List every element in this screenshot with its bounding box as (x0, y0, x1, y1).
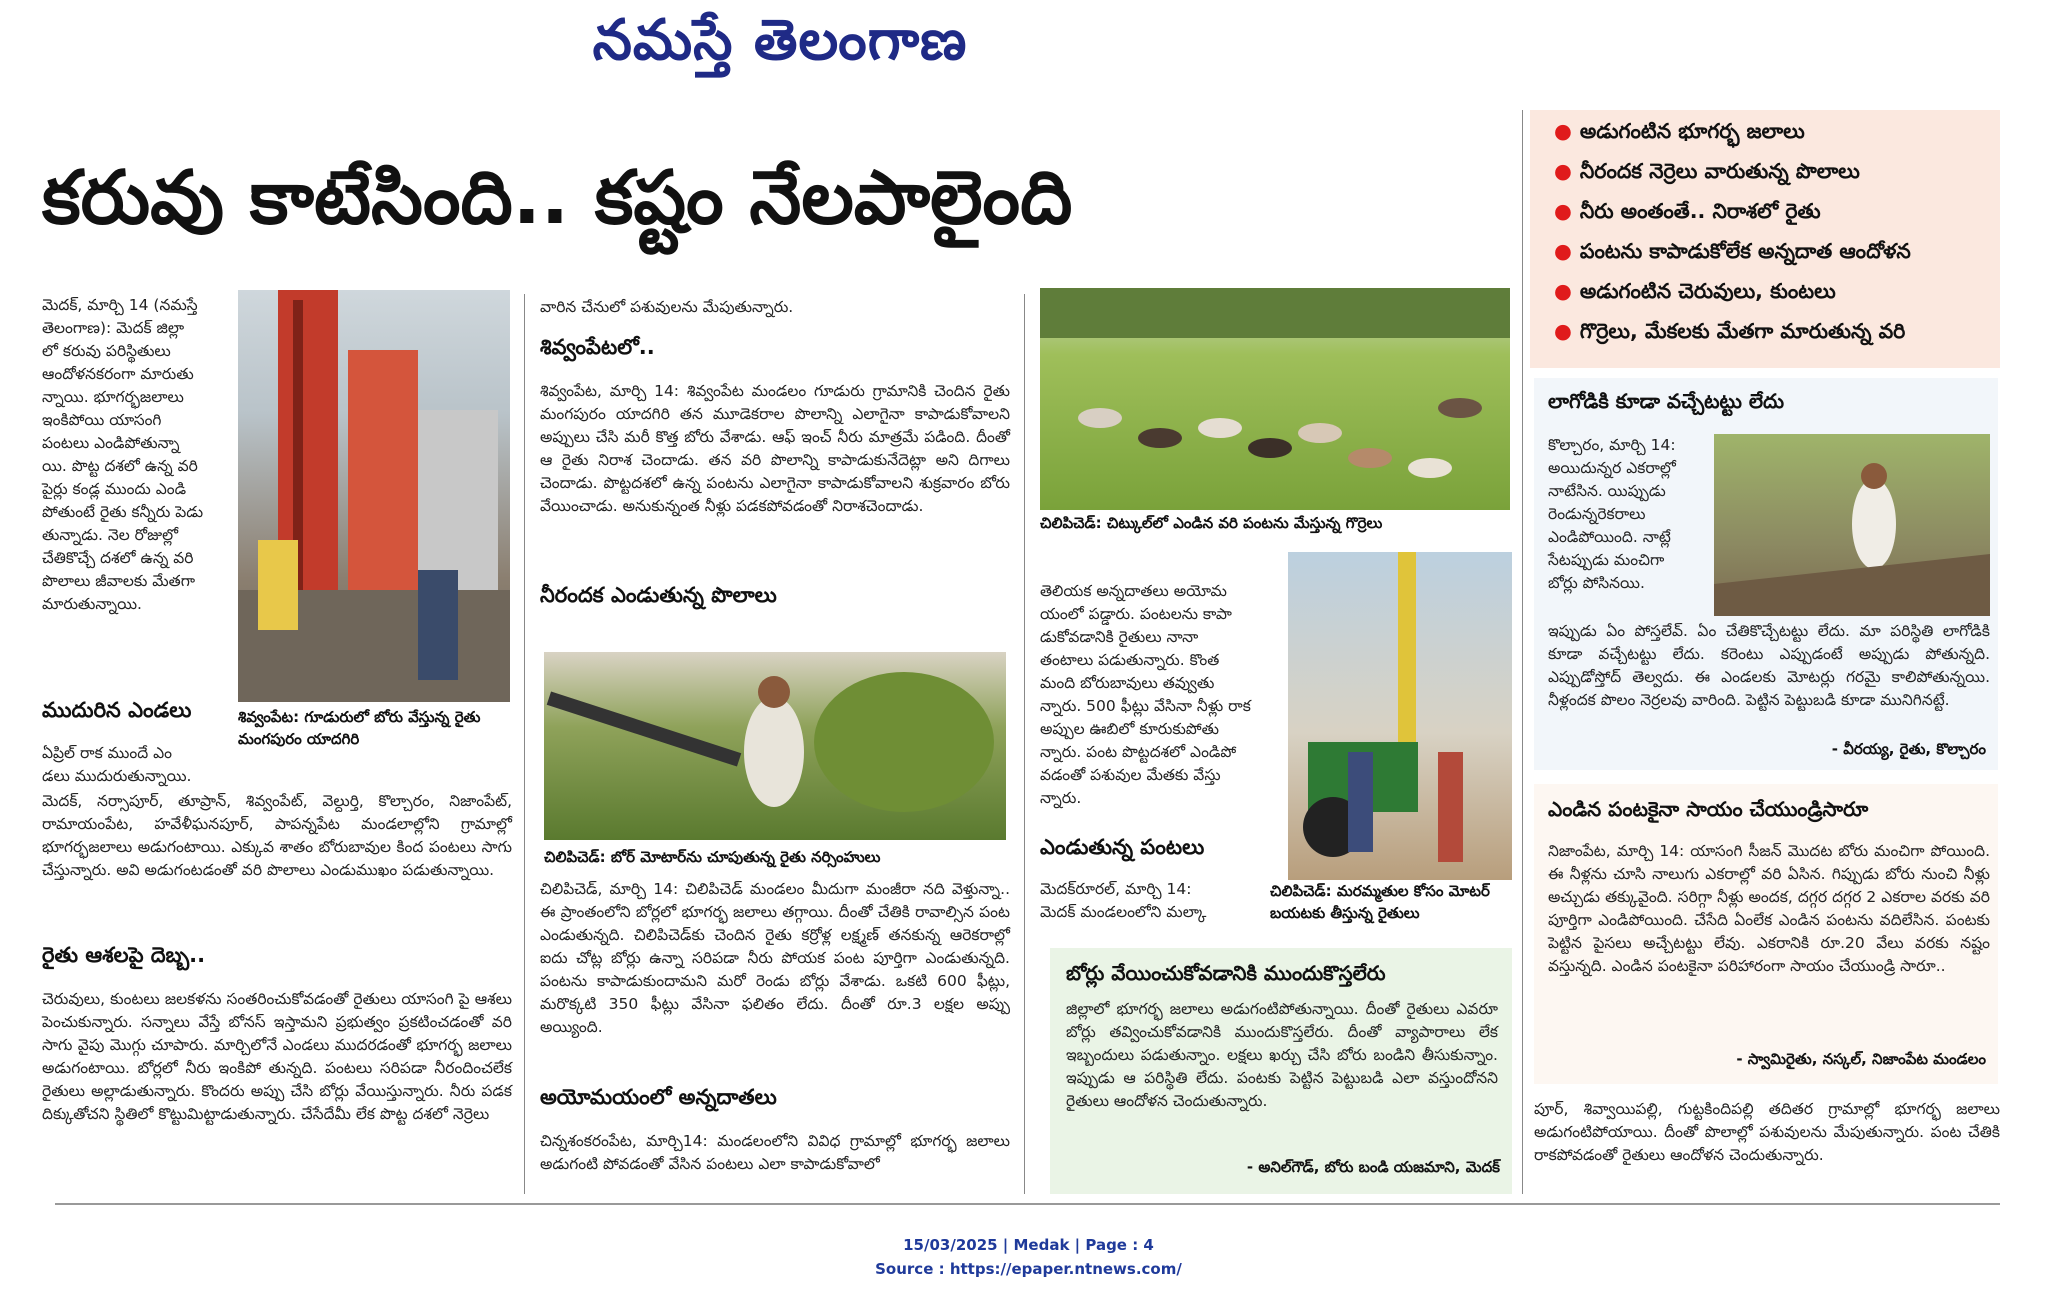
newspaper-masthead: నమస్తే తెలంగాణ (592, 8, 968, 73)
highlight-item: ● పంటను కాపాడుకోలేక అన్నదాత ఆందోళన (1554, 239, 1911, 263)
intro-line: పైర్లు కండ్ల ముందు ఎండి (42, 480, 187, 498)
box-signature: - వీరయ్య, రైతు, కొల్చారం (1831, 740, 1986, 758)
dry-field-illustration (1714, 434, 1990, 616)
body-line: తెలియక అన్నదాతలు అయోమ (1040, 582, 1227, 600)
intro-line: మెదక్, మార్చి 14 (నమస్తే (42, 296, 198, 314)
subheading: నీరందక ఎండుతున్న పొలాలు (540, 583, 777, 607)
nizampet-quote-box (1534, 784, 1998, 1084)
box-signature: - అనిల్‌గౌడ్, బోరు బండి యజమాని, మెదక్ (1246, 1158, 1500, 1176)
col3-p1 (1040, 580, 1280, 810)
body-line: తంటాలు పడుతున్నారు. కొంత (1040, 651, 1220, 669)
body-line: న్నారు. పంట పొట్టదశలో ఎండిపో (1040, 743, 1237, 761)
column-divider (1522, 110, 1523, 1194)
box-signature: - స్వామిరైతు, నస్కల్, నిజాంపేట మండలం (1736, 1050, 1986, 1068)
col3-p2 (1040, 878, 1270, 924)
bullet-icon: ● (1554, 239, 1572, 263)
farmer-photo-caption (544, 846, 1006, 868)
intro-line: పొలాలు జీవాలకు మేతగా (42, 572, 195, 590)
col1-p1-narrow (42, 742, 232, 788)
box-title: లాగోడికి కూడా వచ్చేటట్టు లేదు (1548, 389, 1785, 413)
body-paragraph: మెదక్, నర్సాపూర్, తూప్రాన్, శివ్వంపేట్, వెల్దుర్తి, కొల్చారం, నిజాంపేట్, రామాయంపేట, హవేళీఘనపూర్, పాపన్నపేట మండలాల్లోని గ్రామాల్లో భూగర్భజలాలు అడుగంటాయి. ఎక్కువ శాతం బోరుబావుల కింద పంటలు సాగు చేస్తున్నారు. అవి అడుగంటడంతో వరి పొలాలు ఎండుముఖం పడుతున్నాయి. (42, 792, 512, 879)
highlight-item: ● గొర్రెలు, మేకలకు మేతగా మారుతున్న వరి (1554, 319, 1906, 343)
rig-photo-caption (238, 706, 510, 750)
intro-line: యి. పొట్ట దశలో ఉన్న వరి (42, 457, 198, 475)
photo-caption-text: చిలిపిచెడ్: బోర్ మోటార్‌ను చూపుతున్న రైతు నర్సింహులు (544, 848, 881, 866)
intro-line: తున్నాడు. నెల రోజుల్లో (42, 526, 179, 544)
intro-line: చేతికొచ్చే దశలో ఉన్న వరి (42, 549, 194, 567)
body-line: నాటేసిన. యిప్పుడు (1548, 482, 1666, 500)
col1-intro (42, 294, 232, 616)
col1-p2 (42, 988, 512, 1126)
col2-top (540, 296, 1010, 319)
body-line: అయిదున్నర ఎకరాల్లో (1548, 459, 1676, 477)
body-line: న్నారు. (1040, 789, 1082, 807)
intro-line: ఆందోళనకరంగా మారుతు (42, 365, 194, 383)
intro-line: ఇంకిపోయి యాసంగి (42, 411, 162, 429)
highlight-item: ● అడుగంటిన చెరువులు, కుంటలు (1554, 279, 1836, 303)
body-paragraph: వారిన చేనులో పశువులను మేపుతున్నారు. (540, 298, 794, 316)
intro-line: పంటలు ఎండిపోతున్నా (42, 434, 180, 452)
body-line: బోర్లు పోసినయి. (1548, 574, 1645, 592)
bullet-icon: ● (1554, 119, 1572, 143)
box-body: జిల్లాలో భూగర్భ జలాలు అడుగంటిపోతున్నాయి. దీంతో రైతులు ఎవరూ బోర్లు తవ్వించుకోవడానికి ముందుకొస్తలేరు. దీంతో వ్యాపారాలు లేక ఇబ్బందులు పడుతున్నాం. లక్షలు ఖర్చు చేసి బోరు బండిని తీసుకున్నాం. ఇప్పుడు ఆ పరిస్థితి లేదు. పంటకు పెట్టిన పెట్టుబడి ఎలా వస్తుందోనని రైతులు ఆందోళన చెందుతున్నారు. (1066, 1000, 1498, 1110)
col1-sub1 (42, 695, 232, 725)
body-line: సేటప్పుడు మంచిగా (1548, 551, 1665, 569)
photo-caption-text: చిలిపిచెడ్: చిట్కుల్‌లో ఎండిన వరి పంటను మేస్తున్న గొర్రెలు (1040, 514, 1383, 532)
body-paragraph: చెరువులు, కుంటలు జలకళను సంతరించుకోవడంతో రైతులు యాసంగి పై ఆశలు పెంచుకున్నారు. సన్నాలు వేస్తే బోనస్ ఇస్తామని ప్రభుత్వం ప్రకటించడంతో వరి సాగు వైపు మొగ్గు చూపారు. మార్చిలోనే ఎండలు ముదరడంతో భూగర్భ జలాలు అడుగంటాయి. బోర్లలో నీరు ఇంకిపో తున్నది. పంటలు సరిపడా నీరందించలేక రైతులు అల్లాడుతున్నారు. కొందరు అప్పు చేసి బోర్లు వేయిస్తున్నారు. నీరు పడక దిక్కుతోచని స్థితిలో కొట్టుమిట్టాడుతున్నారు. చేసేదేమీ లేక పొట్ట దశలో నెర్రెలు (42, 990, 512, 1123)
subheading: రైతు ఆశలపై దెబ్బ.. (42, 943, 206, 967)
body-line: రెండున్నరెకరాలు (1548, 505, 1646, 523)
page-headline: కరువు కాటేసింది.. కష్టం నేలపాలైంది (42, 155, 1073, 241)
body-line: మెదక్‌రూరల్, మార్చి 14: (1040, 880, 1192, 898)
col1-p1 (42, 790, 512, 882)
box-body: నిజాంపేట, మార్చి 14: యాసంగి సీజన్ మొదట బోరు మంచిగా పోయింది. ఈ నీళ్లను చూసి నాలుగు ఎకరాల్లో వరి ఏసిన. గిప్పుడు బోరు నుంచి నీళ్లు అచ్చుడు తక్కువైంది. సరిగ్గా నీళ్లు అందక, దగ్గర దగ్గర 2 ఎకరాల వరకు వరి పూర్తిగా ఎండిపోయింది. చేసేది ఏంలేక ఎండిన పంటను వదిలేసిన. పంటకు పెట్టిన పైసలు అచ్చేటట్టు లేవు. ఎకరానికి రూ.20 వేలు వరకు నష్టం వస్తున్నది. ఎండిన పంటకైనా పరిహారంగా సాయం చేయుండ్రి సారూ.. (1548, 842, 1990, 975)
dry-field-farmer-photo (1714, 434, 1990, 616)
col3-sub1 (1040, 832, 1280, 862)
borewell-owner-quote-box (1050, 948, 1512, 1194)
box-title: ఎండిన పంటకైనా సాయం చేయుండ్రిసారూ (1548, 797, 1869, 821)
intro-line: న్నాయి. భూగర్భజలాలు (42, 388, 184, 406)
body-line: డుకోవడానికి రైతులు నానా (1040, 628, 1199, 646)
col2-sub1 (540, 332, 1010, 362)
intro-line: మారుతున్నాయి. (42, 595, 142, 613)
tractor-illustration (1288, 552, 1512, 880)
footer-source-line: Source : https://epaper.ntnews.com/ (875, 1260, 1182, 1278)
column-divider (524, 294, 525, 1194)
body-line: మెదక్ మండలంలోని మల్కా (1040, 903, 1207, 921)
body-paragraph: చిన్నశంకరంపేట, మార్చి14: మండలంలోని వివిధ గ్రామాల్లో భూగర్భ జలాలు అడుగంటి పోవడంతో వేసిన పంటలు ఎలా కాపాడుకోవాలో (540, 1132, 1010, 1173)
col1-sub2 (42, 940, 512, 970)
kolcharam-quote-box (1534, 378, 1998, 770)
body-line: ఏప్రిల్ రాక ముందే ఎం (42, 744, 172, 762)
bullet-icon: ● (1554, 199, 1572, 223)
bullet-icon: ● (1554, 159, 1572, 183)
subheading: అయోమయంలో అన్నదాతలు (540, 1085, 777, 1109)
body-line: కొల్చారం, మార్చి 14: (1548, 436, 1676, 454)
drilling-rig-illustration (238, 290, 510, 702)
farmer-illustration (544, 652, 1006, 840)
col2-sub2 (540, 580, 1010, 610)
body-line: న్నారు. 500 ఫీట్లు వేసినా నీళ్లు రాక (1040, 697, 1251, 715)
highlight-item: ● అడుగంటిన భూగర్భ జలాలు (1554, 119, 1805, 143)
farmer-bore-motor-photo (544, 652, 1006, 840)
subheading: ముదురిన ఎండలు (42, 698, 192, 722)
body-paragraph: శివ్వంపేట, మార్చి 14: శివ్వంపేట మండలం గూడురు గ్రామానికి చెందిన రైతు మంగపురం యాదగిరి తన మూడెకరాల పొలాన్ని ఎలాగైనా కాపాడుకోవాలని అప్పులు చేసి మరీ కొత్త బోరు వేశాడు. ఆఫ్ ఇంచ్ నీరు మాత్రమే పడింది. దీంతో ఆ రైతు నిరాశ చెందాడు. తన వరి పొలాన్ని కాపాడుకునేదెట్లా అని దిగాలు చెందాడు. పొట్టదశలో ఉన్న పంటను ఎలాగైనా కాపాడుకోవాలని శుక్రవారం బోరు వేయించాడు. అనుకున్నంత నీళ్లు పడకపోవడంతో నిరాశచెందాడు. (540, 382, 1010, 515)
body-paragraph: పూర్, శివ్వాయిపల్లి, గుట్టకిందిపల్లి తదితర గ్రామాల్లో భూగర్భ జలాలు అడుగంటిపోయాయి. దీంతో పొలాల్లో పశువులను మేపుతున్నారు. పంట చేతికి రాకపోవడంతో రైతులు ఆందోళన చెందుతున్నారు. (1534, 1100, 2000, 1164)
sheep-illustration (1040, 288, 1510, 510)
body-line: మంది బోరుబావులు తవ్వుతు (1040, 674, 1215, 692)
body-line: యంలో పడ్డారు. పంటలను కాపా (1040, 605, 1232, 623)
bullet-icon: ● (1554, 279, 1572, 303)
body-line: ఎండిపోయింది. నాట్లే (1548, 528, 1671, 546)
box-title: బోర్లు వేయించుకోవడానికి ముందుకొస్తలేరు (1066, 961, 1386, 985)
box-body: ఇప్పుడు ఏం పోస్తలేవ్. ఏం చేతికొచ్చేటట్టు లేదు. మా పరిస్థితి లాగోడికి కూడా వచ్చేటట్టు లేదు. కరెంటు ఎప్పుడంటే అప్పుడు పోతున్నది. ఎప్పుడోస్తోద్ తెల్వదు. ఈ ఎండలకు మోటర్లు గరమై కాలిపోతున్నయి. నీళ్లందక పొలం నెర్రలవు వారింది. పెట్టిన పెట్టుబడి కూడా మునిగినట్టే. (1548, 622, 1990, 709)
body-line: వడంతో పశువుల మేతకు వేస్తు (1040, 766, 1221, 784)
photo-caption-text: శివ్వంపేట: గూడురులో బోరు వేస్తున్న రైతు మంగపురం యాదగిరి (238, 708, 481, 748)
highlight-item: ● నీరందక నెర్రెలు వారుతున్న పొలాలు (1554, 159, 1860, 183)
intro-line: తెలంగాణ): మెదక్ జిల్లా (42, 319, 185, 337)
sheep-grazing-photo (1040, 288, 1510, 510)
highlights-box (1530, 110, 2000, 368)
column-divider (1024, 294, 1025, 1194)
intro-line: పోతుంటే రైతు కన్నీరు పెడు (42, 503, 204, 521)
photo-caption-text: చిలిపిచెడ్: మరమ్మతుల కోసం మోటర్ బయటకు తీస్తున్న రైతులు (1270, 882, 1490, 922)
tractor-photo-caption (1270, 880, 1514, 924)
sheep-photo-caption (1040, 512, 1510, 534)
col2-p2 (540, 878, 1010, 1039)
tractor-motor-photo (1288, 552, 1512, 880)
footer-date-line: 15/03/2025 | Medak | Page : 4 (903, 1236, 1154, 1254)
intro-line: లో కరువు పరిస్థితులు (42, 342, 171, 360)
body-line: అప్పుల ఊబిలో కూరుకుపోతు (1040, 720, 1220, 738)
col2-p3 (540, 1130, 1010, 1176)
subheading: ఎండుతున్న పంటలు (1040, 835, 1205, 859)
col4-bottom (1534, 1098, 2000, 1167)
subheading: శివ్వంపేటలో.. (540, 335, 655, 359)
body-line: డలు ముదురుతున్నాయి. (42, 767, 192, 785)
page-bottom-rule (55, 1203, 2000, 1205)
highlight-item: ● నీరు అంతంతే.. నిరాశలో రైతు (1554, 199, 1821, 223)
drilling-rig-photo (238, 290, 510, 702)
body-paragraph: చిలిపిచెడ్, మార్చి 14: చిలిపిచెడ్ మండలం మీదుగా మంజీరా నది వెళ్తున్నా.. ఈ ప్రాంతంలోని బోర్లలో భూగర్భ జలాలు తగ్గాయి. దీంతో చేతికి రావాల్సిన పంట ఎండుతున్నది. చిలిపిచెడ్‌కు చెందిన రైతు కర్రోళ్ల లక్ష్మణ్ తనకున్న ఆరెకరాల్లో ఐదు చోట్ల బోర్లు ఉన్నా సరిపడా నీరు పోయక పంట పూర్తిగా ఎండుతున్నది. పంటను కాపాడుకుందామని మరో రెండు బోర్లు వేశాడు. ఒకటి 600 ఫీట్లు, మరొక్కటి 350 ఫీట్లు వేసినా ఫలితం లేదు. దీంతో రూ.3 లక్షల అప్పు అయ్యింది. (540, 880, 1010, 1036)
bullet-icon: ● (1554, 319, 1572, 343)
col2-p1 (540, 380, 1010, 518)
col2-sub3 (540, 1082, 1010, 1112)
